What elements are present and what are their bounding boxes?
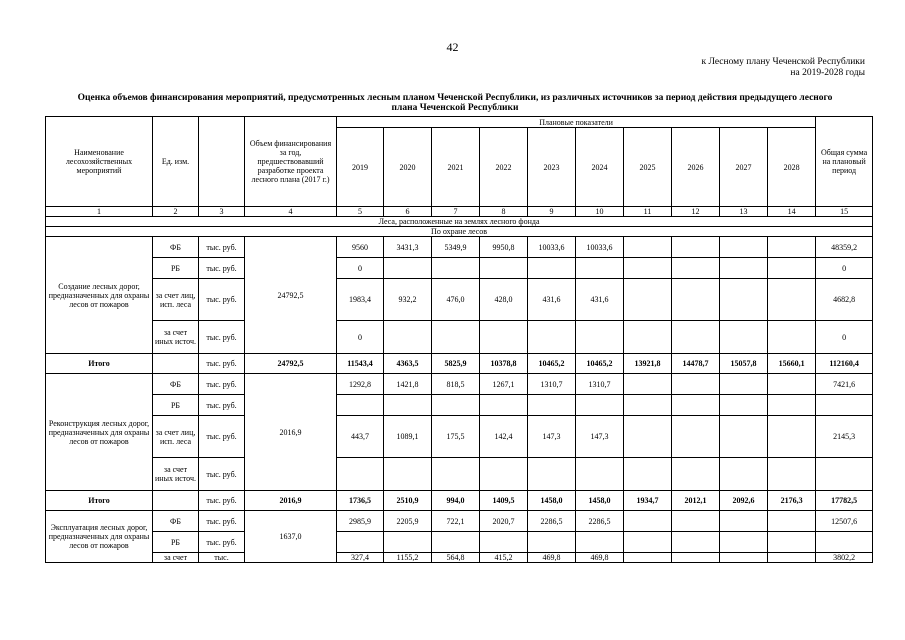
header-planned: Плановые показатели bbox=[337, 117, 816, 128]
value-cell bbox=[528, 395, 576, 416]
table-row bbox=[46, 416, 873, 458]
column-number: 6 bbox=[384, 207, 432, 217]
section-protection: По охране лесов bbox=[46, 227, 873, 237]
unit-label: тыс. руб. bbox=[199, 354, 245, 374]
value-cell bbox=[624, 416, 672, 458]
column-number: 5 bbox=[337, 207, 384, 217]
unit-label: тыс. руб. bbox=[199, 237, 245, 258]
total-label: Итого bbox=[46, 354, 153, 374]
header-blank bbox=[199, 117, 245, 207]
value-cell bbox=[720, 258, 768, 279]
value-cell bbox=[816, 458, 873, 491]
total-value: 994,0 bbox=[432, 491, 480, 511]
total-volume: 24792,5 bbox=[245, 354, 337, 374]
value-cell bbox=[624, 532, 672, 553]
source-label: за счет иных источ. bbox=[153, 458, 199, 491]
value-cell bbox=[480, 458, 528, 491]
source-label: ФБ bbox=[153, 374, 199, 395]
total-label: Итого bbox=[46, 491, 153, 511]
total-value: 1458,0 bbox=[576, 491, 624, 511]
value-cell bbox=[672, 511, 720, 532]
year-2025: 2025 bbox=[624, 128, 672, 207]
value-cell: 0 bbox=[337, 258, 384, 279]
activity-name: Реконструкция лесных дорог, предназначенных для охраны лесов от пожаров bbox=[46, 374, 153, 491]
value-cell bbox=[432, 258, 480, 279]
value-cell bbox=[768, 237, 816, 258]
column-number: 13 bbox=[720, 207, 768, 217]
value-cell bbox=[720, 279, 768, 321]
unit-label: тыс. руб. bbox=[199, 491, 245, 511]
column-number: 9 bbox=[528, 207, 576, 217]
value-cell bbox=[624, 458, 672, 491]
value-cell bbox=[672, 258, 720, 279]
annex-note bbox=[701, 57, 865, 79]
value-cell bbox=[384, 258, 432, 279]
value-cell: 2020,7 bbox=[480, 511, 528, 532]
value-cell bbox=[384, 532, 432, 553]
unit-label: тыс. руб. bbox=[199, 458, 245, 491]
value-cell bbox=[528, 321, 576, 354]
unit-label: тыс. руб. bbox=[199, 511, 245, 532]
value-cell: 2286,5 bbox=[576, 511, 624, 532]
value-cell bbox=[672, 395, 720, 416]
column-number: 1 bbox=[46, 207, 153, 217]
value-cell bbox=[432, 458, 480, 491]
value-cell bbox=[432, 321, 480, 354]
total-volume: 2016,9 bbox=[245, 491, 337, 511]
column-number: 11 bbox=[624, 207, 672, 217]
value-cell bbox=[720, 511, 768, 532]
value-cell bbox=[624, 321, 672, 354]
source-label: за счет лиц, исп. леса bbox=[153, 416, 199, 458]
value-cell: 1089,1 bbox=[384, 416, 432, 458]
total-value: 13921,8 bbox=[624, 354, 672, 374]
value-cell bbox=[720, 395, 768, 416]
total-value: 15660,1 bbox=[768, 354, 816, 374]
total-row bbox=[46, 354, 873, 374]
total-value: 1458,0 bbox=[528, 491, 576, 511]
value-cell bbox=[768, 374, 816, 395]
value-cell bbox=[720, 553, 768, 563]
value-cell: 12507,6 bbox=[816, 511, 873, 532]
total-row bbox=[46, 491, 873, 511]
table-row bbox=[46, 553, 873, 563]
table-row bbox=[46, 279, 873, 321]
total-value: 10465,2 bbox=[576, 354, 624, 374]
value-cell: 1267,1 bbox=[480, 374, 528, 395]
total-value: 2012,1 bbox=[672, 491, 720, 511]
base-volume: 24792,5 bbox=[245, 237, 337, 354]
header-name: Наименование лесохозяйственных мероприятий bbox=[46, 117, 153, 207]
value-cell: 4682,8 bbox=[816, 279, 873, 321]
value-cell bbox=[768, 553, 816, 563]
total-value: 17782,5 bbox=[816, 491, 873, 511]
value-cell: 3431,3 bbox=[384, 237, 432, 258]
year-2027: 2027 bbox=[720, 128, 768, 207]
unit-label: тыс. руб. bbox=[199, 258, 245, 279]
column-number: 7 bbox=[432, 207, 480, 217]
value-cell: 1292,8 bbox=[337, 374, 384, 395]
value-cell bbox=[624, 237, 672, 258]
value-cell bbox=[624, 374, 672, 395]
source-label: РБ bbox=[153, 258, 199, 279]
table-row bbox=[46, 374, 873, 395]
header-total: Общая сумма на плановый период bbox=[816, 117, 873, 207]
value-cell bbox=[720, 532, 768, 553]
year-2024: 2024 bbox=[576, 128, 624, 207]
value-cell bbox=[480, 395, 528, 416]
year-2026: 2026 bbox=[672, 128, 720, 207]
year-2020: 2020 bbox=[384, 128, 432, 207]
table-body bbox=[46, 117, 873, 563]
value-cell bbox=[624, 511, 672, 532]
value-cell: 1155,2 bbox=[384, 553, 432, 563]
total-value: 11543,4 bbox=[337, 354, 384, 374]
table-row bbox=[46, 237, 873, 258]
header-volume: Объем финансирования за год, предшествовавший разработке проекта лесного плана (2017 г.) bbox=[245, 117, 337, 207]
value-cell: 2985,9 bbox=[337, 511, 384, 532]
value-cell bbox=[576, 532, 624, 553]
value-cell bbox=[480, 258, 528, 279]
value-cell bbox=[672, 532, 720, 553]
source-label: РБ bbox=[153, 532, 199, 553]
source-label: за счет bbox=[153, 553, 199, 563]
value-cell bbox=[384, 321, 432, 354]
year-2019: 2019 bbox=[337, 128, 384, 207]
value-cell bbox=[768, 321, 816, 354]
value-cell: 147,3 bbox=[576, 416, 624, 458]
value-cell: 142,4 bbox=[480, 416, 528, 458]
unit-label: тыс. руб. bbox=[199, 374, 245, 395]
total-value: 2092,6 bbox=[720, 491, 768, 511]
value-cell bbox=[768, 511, 816, 532]
value-cell bbox=[624, 279, 672, 321]
title-line-1: Оценка объемов финансирования мероприятий, предусмотренных лесным планом Чеченской Республики, из различных источников за период действия предыдущего лесного bbox=[77, 93, 833, 103]
value-cell: 147,3 bbox=[528, 416, 576, 458]
value-cell: 415,2 bbox=[480, 553, 528, 563]
source-label: за счет иных источ. bbox=[153, 321, 199, 354]
total-value: 4363,5 bbox=[384, 354, 432, 374]
base-volume: 2016,9 bbox=[245, 374, 337, 491]
value-cell bbox=[624, 258, 672, 279]
header-numbers-row bbox=[46, 207, 873, 217]
column-number: 14 bbox=[768, 207, 816, 217]
column-number: 4 bbox=[245, 207, 337, 217]
total-value: 1934,7 bbox=[624, 491, 672, 511]
value-cell bbox=[816, 532, 873, 553]
value-cell: 428,0 bbox=[480, 279, 528, 321]
value-cell bbox=[528, 532, 576, 553]
value-cell bbox=[768, 258, 816, 279]
value-cell: 9950,8 bbox=[480, 237, 528, 258]
financing-table bbox=[45, 116, 873, 563]
value-cell: 469,8 bbox=[528, 553, 576, 563]
value-cell: 48359,2 bbox=[816, 237, 873, 258]
value-cell bbox=[480, 321, 528, 354]
value-cell bbox=[720, 321, 768, 354]
source-label: за счет лиц, исп. леса bbox=[153, 279, 199, 321]
total-value: 1736,5 bbox=[337, 491, 384, 511]
value-cell bbox=[432, 532, 480, 553]
value-cell bbox=[480, 532, 528, 553]
value-cell: 1310,7 bbox=[576, 374, 624, 395]
value-cell: 431,6 bbox=[576, 279, 624, 321]
value-cell: 431,6 bbox=[528, 279, 576, 321]
source-label: ФБ bbox=[153, 237, 199, 258]
value-cell bbox=[432, 395, 480, 416]
value-cell bbox=[768, 279, 816, 321]
source-label: ФБ bbox=[153, 511, 199, 532]
value-cell: 2286,5 bbox=[528, 511, 576, 532]
column-number: 8 bbox=[480, 207, 528, 217]
value-cell bbox=[528, 458, 576, 491]
unit-label: тыс. руб. bbox=[199, 395, 245, 416]
value-cell bbox=[624, 395, 672, 416]
value-cell: 0 bbox=[337, 321, 384, 354]
base-volume: 1637,0 bbox=[245, 511, 337, 563]
header-unit: Ед. изм. bbox=[153, 117, 199, 207]
value-cell bbox=[672, 553, 720, 563]
value-cell: 564,8 bbox=[432, 553, 480, 563]
value-cell bbox=[672, 374, 720, 395]
activity-name: Создание лесных дорог, предназначенных для охраны лесов от пожаров bbox=[46, 237, 153, 354]
value-cell: 818,5 bbox=[432, 374, 480, 395]
total-value: 112160,4 bbox=[816, 354, 873, 374]
value-cell: 722,1 bbox=[432, 511, 480, 532]
column-number: 2 bbox=[153, 207, 199, 217]
column-number: 3 bbox=[199, 207, 245, 217]
value-cell bbox=[672, 416, 720, 458]
value-cell: 327,4 bbox=[337, 553, 384, 563]
document-title bbox=[40, 93, 870, 113]
total-value: 2510,9 bbox=[384, 491, 432, 511]
value-cell bbox=[672, 279, 720, 321]
table-row bbox=[46, 395, 873, 416]
value-cell: 7421,6 bbox=[816, 374, 873, 395]
value-cell bbox=[576, 395, 624, 416]
value-cell: 932,2 bbox=[384, 279, 432, 321]
value-cell bbox=[576, 321, 624, 354]
table-row bbox=[46, 258, 873, 279]
value-cell bbox=[337, 395, 384, 416]
header-row-top bbox=[46, 117, 873, 128]
total-value: 14478,7 bbox=[672, 354, 720, 374]
section-lands: Леса, расположенные на землях лесного фонда bbox=[46, 217, 873, 227]
value-cell: 3802,2 bbox=[816, 553, 873, 563]
year-2021: 2021 bbox=[432, 128, 480, 207]
total-value: 15057,8 bbox=[720, 354, 768, 374]
value-cell bbox=[337, 458, 384, 491]
value-cell: 469,8 bbox=[576, 553, 624, 563]
value-cell bbox=[672, 237, 720, 258]
table-row bbox=[46, 511, 873, 532]
value-cell: 1983,4 bbox=[337, 279, 384, 321]
value-cell bbox=[720, 458, 768, 491]
annex-line-1: к Лесному плану Чеченской Республики bbox=[701, 57, 865, 67]
value-cell bbox=[576, 258, 624, 279]
value-cell: 0 bbox=[816, 321, 873, 354]
section-row-1 bbox=[46, 217, 873, 227]
value-cell: 2205,9 bbox=[384, 511, 432, 532]
value-cell bbox=[384, 395, 432, 416]
value-cell bbox=[816, 395, 873, 416]
year-2022: 2022 bbox=[480, 128, 528, 207]
unit-label: тыс. руб. bbox=[199, 279, 245, 321]
year-2023: 2023 bbox=[528, 128, 576, 207]
title-line-2: плана Чеченской Республики bbox=[391, 103, 519, 113]
value-cell: 10033,6 bbox=[576, 237, 624, 258]
value-cell bbox=[720, 416, 768, 458]
column-number: 15 bbox=[816, 207, 873, 217]
value-cell bbox=[384, 458, 432, 491]
unit-label: тыс. bbox=[199, 553, 245, 563]
table-row bbox=[46, 458, 873, 491]
total-source-blank bbox=[153, 354, 199, 374]
value-cell: 1421,8 bbox=[384, 374, 432, 395]
total-value: 5825,9 bbox=[432, 354, 480, 374]
section-row-2 bbox=[46, 227, 873, 237]
value-cell bbox=[768, 458, 816, 491]
total-value: 2176,3 bbox=[768, 491, 816, 511]
value-cell: 2145,3 bbox=[816, 416, 873, 458]
value-cell bbox=[720, 237, 768, 258]
page-number: 42 bbox=[446, 40, 459, 54]
total-value: 10465,2 bbox=[528, 354, 576, 374]
unit-label: тыс. руб. bbox=[199, 532, 245, 553]
source-label: РБ bbox=[153, 395, 199, 416]
value-cell: 443,7 bbox=[337, 416, 384, 458]
value-cell bbox=[768, 395, 816, 416]
value-cell bbox=[528, 258, 576, 279]
value-cell bbox=[576, 458, 624, 491]
value-cell: 175,5 bbox=[432, 416, 480, 458]
column-number: 12 bbox=[672, 207, 720, 217]
value-cell bbox=[672, 458, 720, 491]
column-number: 10 bbox=[576, 207, 624, 217]
value-cell bbox=[624, 553, 672, 563]
total-value: 10378,8 bbox=[480, 354, 528, 374]
value-cell: 476,0 bbox=[432, 279, 480, 321]
year-2028: 2028 bbox=[768, 128, 816, 207]
value-cell bbox=[768, 416, 816, 458]
value-cell bbox=[337, 532, 384, 553]
unit-label: тыс. руб. bbox=[199, 321, 245, 354]
total-source-blank bbox=[153, 491, 199, 511]
unit-label: тыс. руб. bbox=[199, 416, 245, 458]
table-row bbox=[46, 532, 873, 553]
value-cell bbox=[720, 374, 768, 395]
value-cell: 9560 bbox=[337, 237, 384, 258]
value-cell bbox=[768, 532, 816, 553]
activity-name: Эксплуатация лесных дорог, предназначенных для охраны лесов от пожаров bbox=[46, 511, 153, 563]
value-cell bbox=[672, 321, 720, 354]
table-row bbox=[46, 321, 873, 354]
annex-line-2: на 2019-2028 годы bbox=[790, 68, 865, 78]
value-cell: 1310,7 bbox=[528, 374, 576, 395]
total-value: 1409,5 bbox=[480, 491, 528, 511]
value-cell: 5349,9 bbox=[432, 237, 480, 258]
value-cell: 10033,6 bbox=[528, 237, 576, 258]
value-cell: 0 bbox=[816, 258, 873, 279]
